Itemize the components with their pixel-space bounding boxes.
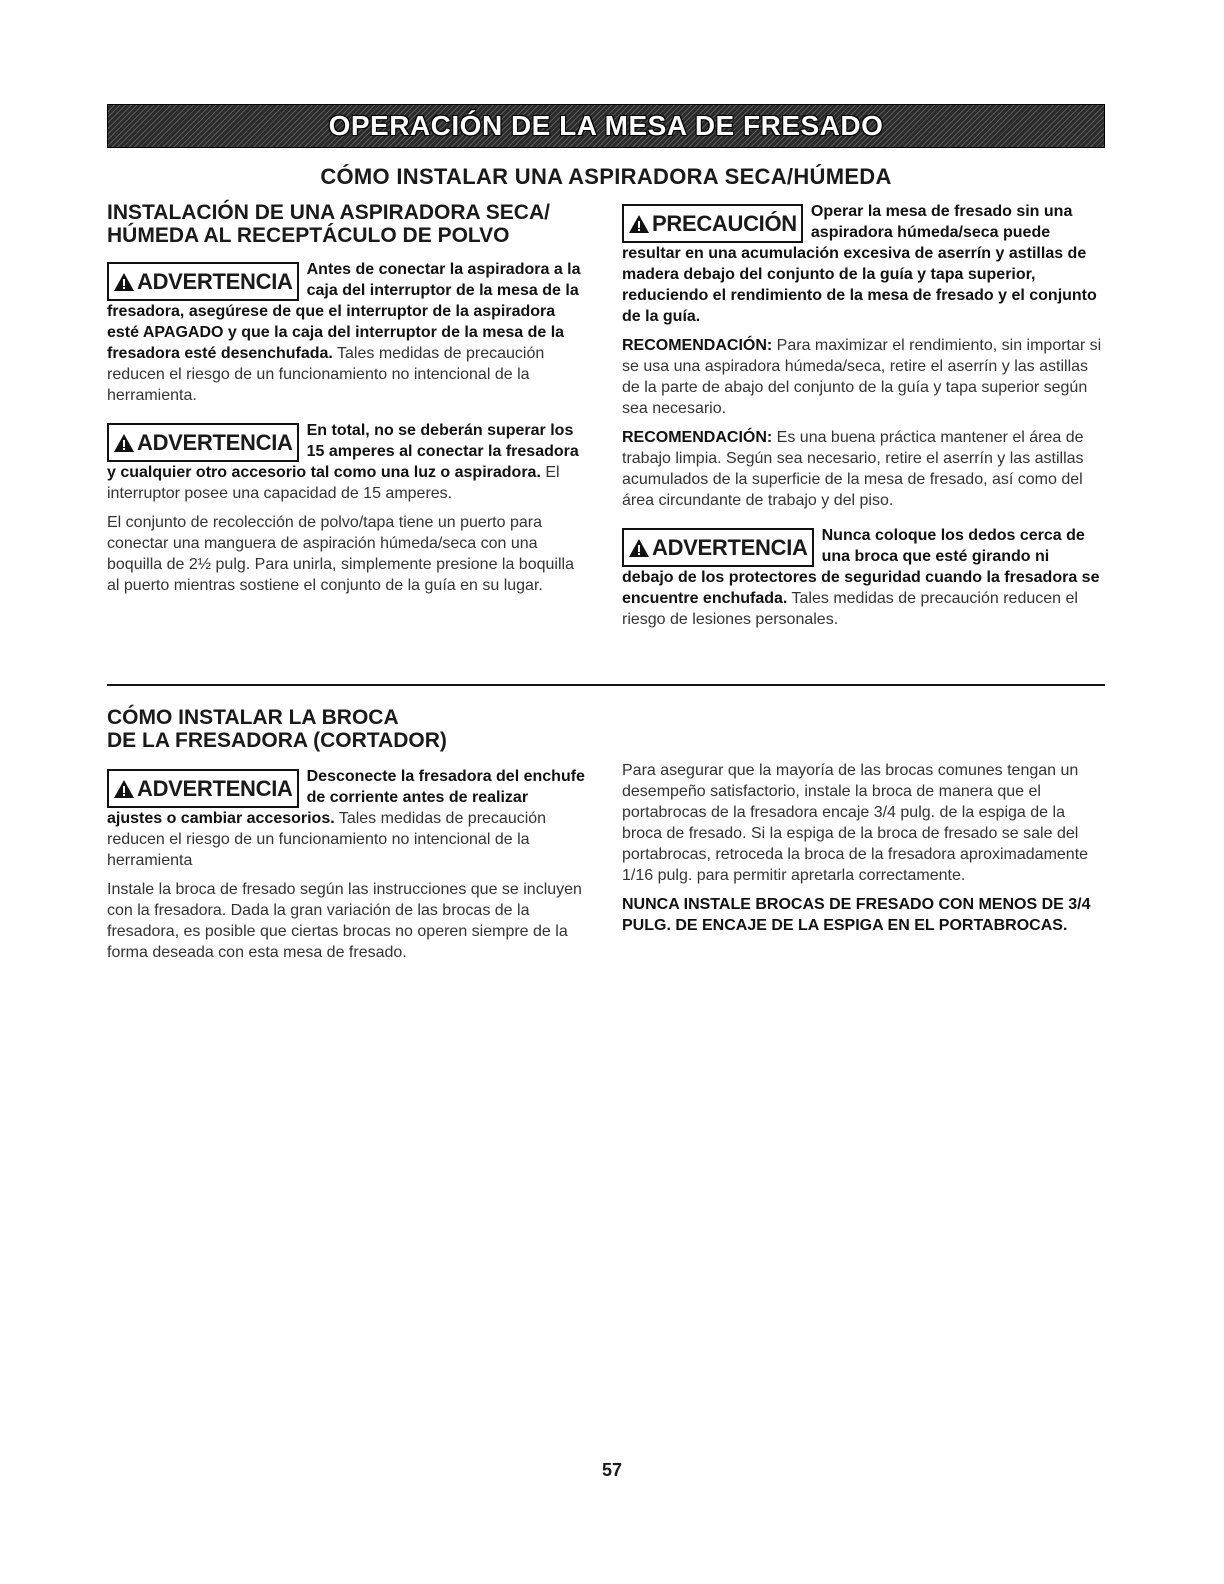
warning-bold-text: En total, no se deberán superar los 15 amperes al conectar la fresadora y cualquier otro accesorio tal como una luz o aspiradora. xyxy=(107,422,579,481)
caution-block xyxy=(622,201,1102,327)
warning-label: ADVERTENCIA xyxy=(622,528,814,567)
warning-label: ADVERTENCIA xyxy=(107,423,299,462)
subheading-line: HÚMEDA AL RECEPTÁCULO DE POLVO xyxy=(107,224,510,247)
section-title: CÓMO INSTALAR UNA ASPIRADORA SECA/HÚMEDA xyxy=(320,164,892,189)
warning-triangle-icon xyxy=(113,272,135,292)
recommendation xyxy=(622,335,1102,419)
subheading-line: DE LA FRESADORA (CORTADOR) xyxy=(107,729,447,752)
warning-triangle-icon xyxy=(113,779,135,799)
section-divider xyxy=(107,684,1105,686)
recommendation-label: RECOMENDACIÓN: xyxy=(622,337,773,354)
warning-block xyxy=(107,766,587,871)
warning-bold-text: Desconecte la fresadora del enchufe de corriente antes de realizar ajustes o cambiar accesorios. xyxy=(107,768,585,827)
paragraph: Para asegurar que la mayoría de las brocas comunes tengan un desempeño satisfactorio, instale la broca de manera que el portabrocas de la fresadora encaje 3/4 pulg. de la espiga de la broca de fresado. Si la espiga de la broca de fresado se sale del portabrocas, retroceda la broca de la fresadora aproximadamente 1/16 pulg. para permitir apretarla correctamente. xyxy=(622,762,1089,884)
warning-bold-text: Antes de conectar la aspiradora a la caja del interruptor de la mesa de la fresadora, asegúrese de que el interruptor de la aspiradora esté APAGADO y que la caja del interruptor de la mesa de la fresadora esté desenchufada. xyxy=(107,261,581,362)
page-number: 57 xyxy=(601,1460,623,1480)
warning-label: ADVERTENCIA xyxy=(107,262,299,301)
warning-text: Tales medidas de precaución reducen el riesgo de un funcionamiento no intencional de la herramienta xyxy=(107,810,547,869)
warning-text: Tales medidas de precaución reducen el riesgo de lesiones personales. xyxy=(622,590,1078,628)
warning-text: Tales medidas de precaución reducen el riesgo de un funcionamiento no intencional de la herramienta. xyxy=(107,345,545,404)
section1-right-column xyxy=(622,201,1102,630)
recommendation-label: RECOMENDACIÓN: xyxy=(622,429,773,446)
section2-right-column xyxy=(622,760,1102,936)
notice-text: NUNCA INSTALE BROCAS DE FRESADO CON MENOS DE 3/4 PULG. DE ENCAJE DE LA ESPIGA EN EL PORTABROCAS. xyxy=(622,896,1091,934)
banner-title: OPERACIÓN DE LA MESA DE FRESADO xyxy=(328,110,884,141)
caution-bold-text: Operar la mesa de fresado sin una aspiradora húmeda/seca puede resultar en una acumulación excesiva de aserrín y astillas de madera debajo del conjunto de la guía y tapa superior, reduciendo el rendimiento de la mesa de fresado y el conjunto de la guía. xyxy=(622,203,1097,325)
recommendation-text: Para maximizar el rendimiento, sin importar si se usa una aspiradora húmeda/seca, retire el aserrín y las astillas de la parte de abajo del conjunto de la guía y tapa superior según sea necesario. xyxy=(622,337,1102,417)
subheading-line: INSTALACIÓN DE UNA ASPIRADORA SECA/ xyxy=(107,201,550,224)
caution-label: PRECAUCIÓN xyxy=(622,204,803,243)
warning-block xyxy=(622,525,1102,630)
warning-text: El interruptor posee una capacidad de 15 amperes. xyxy=(107,464,560,502)
recommendation-text: Es una buena práctica mantener el área de trabajo limpia. Según sea necesario, retire el aserrín y las astillas acumulados de la superficie de la mesa de fresado, así como del área circundante de trabajo y del piso. xyxy=(622,429,1084,509)
warning-triangle-icon xyxy=(628,214,650,234)
paragraph: Instale la broca de fresado según las instrucciones que se incluyen con la fresadora. Dada la gran variación de las brocas de la fresadora, es posible que ciertas brocas no operen siempre de la forma deseada con esta mesa de fresado. xyxy=(107,881,582,961)
warning-label: ADVERTENCIA xyxy=(107,769,299,808)
warning-block xyxy=(107,259,587,406)
section2-left-column xyxy=(107,706,587,963)
section-banner xyxy=(107,104,1105,148)
warning-triangle-icon xyxy=(628,538,650,558)
section1-left-column xyxy=(107,201,587,596)
warning-block xyxy=(107,420,587,504)
warning-triangle-icon xyxy=(113,433,135,453)
paragraph: El conjunto de recolección de polvo/tapa tiene un puerto para conectar una manguera de aspiración húmeda/seca con una boquilla de 2½ pulg. Para unirla, simplemente presione la boquilla al puerto mientras sostiene el conjunto de la guía en su lugar. xyxy=(107,514,574,594)
warning-bold-text: Nunca coloque los dedos cerca de una broca que esté girando ni debajo de los protectores de seguridad cuando la fresadora se encuentre enchufada. xyxy=(622,527,1100,607)
recommendation xyxy=(622,427,1102,511)
subheading-line: CÓMO INSTALAR LA BROCA xyxy=(107,706,399,729)
